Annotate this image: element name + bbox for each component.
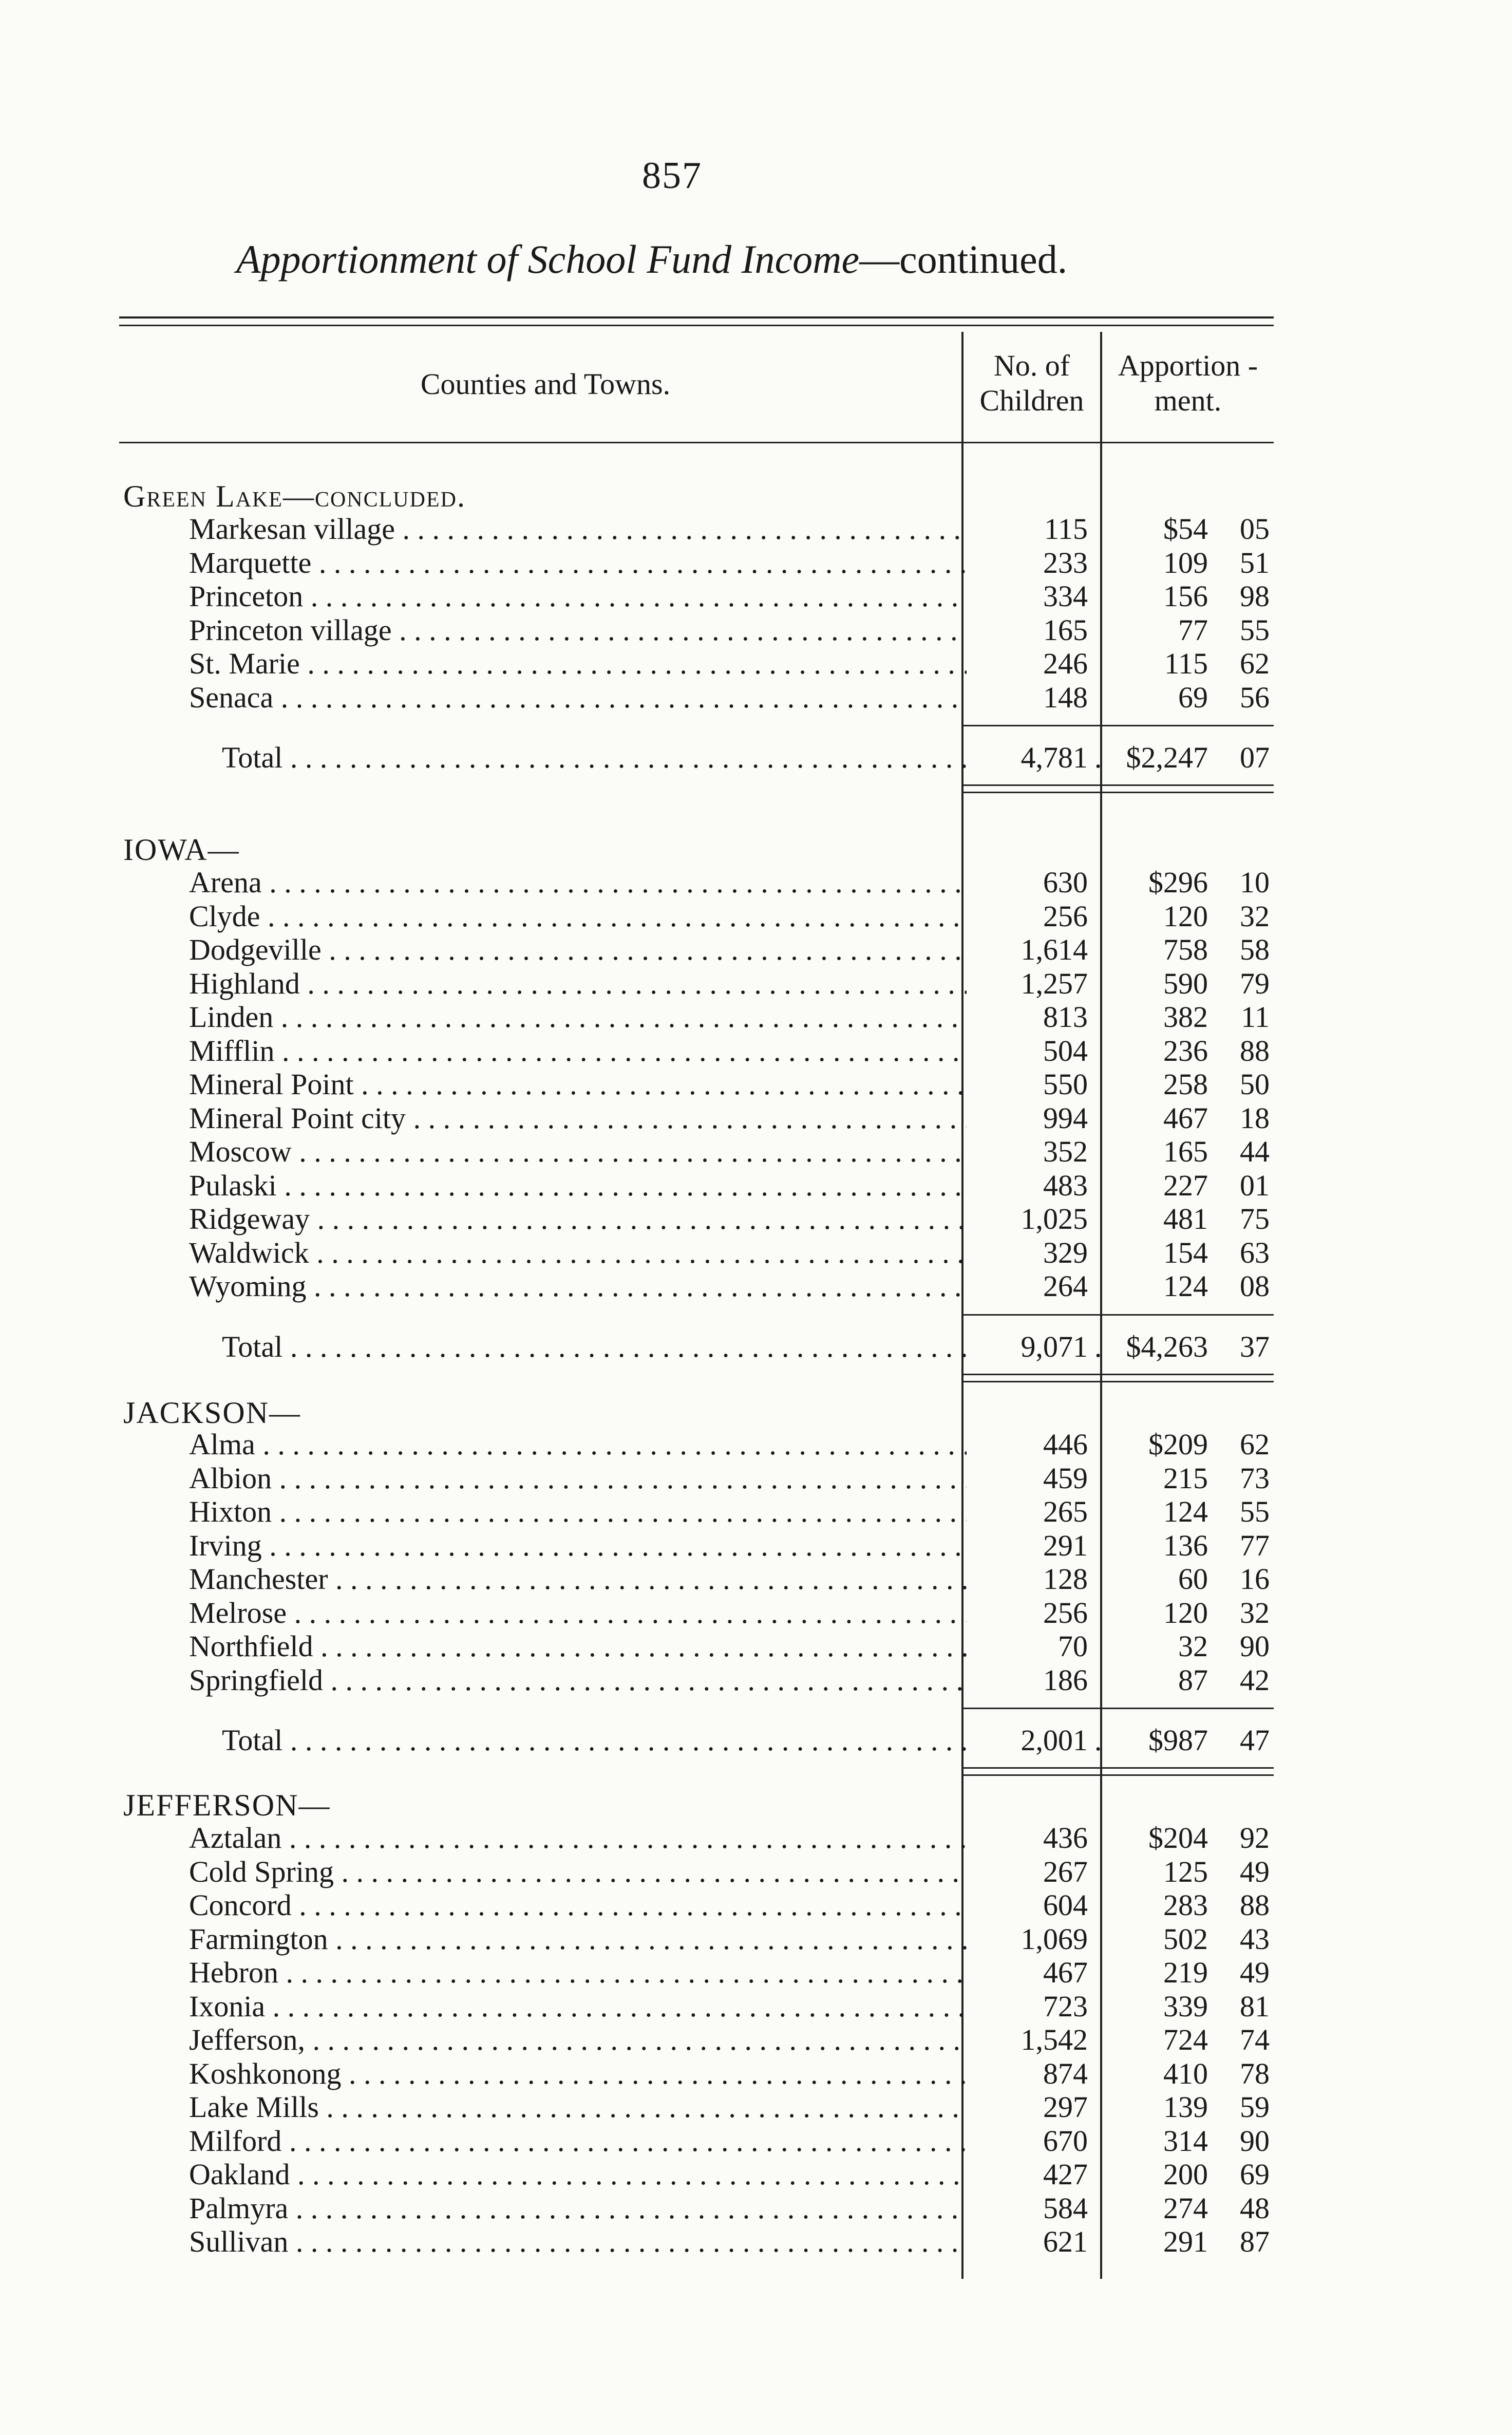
town-name: Linden . . . xyxy=(189,1000,1072,1034)
apportionment-cents: 78 xyxy=(1218,2056,1270,2091)
table-row xyxy=(119,680,1274,714)
page-number: 857 xyxy=(642,155,702,197)
children-count: 670 xyxy=(967,2124,1088,2158)
total-double-rule-top xyxy=(963,1374,1274,1375)
apportionment-dollars: 139 xyxy=(1163,2090,1208,2124)
children-count: 115 xyxy=(967,512,1088,546)
table-row xyxy=(119,865,1274,899)
town-name: Northfield . . . xyxy=(189,1629,1072,1663)
apportionment-dollars: 215 xyxy=(1163,1461,1208,1495)
children-count: 550 xyxy=(967,1067,1088,1101)
table-row xyxy=(119,2191,1274,2225)
table-row xyxy=(119,546,1274,579)
town-name: Mineral Point . . . xyxy=(189,1067,1072,1101)
town-name: Senaca . . . xyxy=(189,680,1072,715)
town-name: Wyoming . . . xyxy=(189,1269,1072,1303)
table-row xyxy=(119,1855,1274,1888)
town-name: Palmyra . . . xyxy=(189,2191,1072,2225)
town-name: Princeton village . . . xyxy=(189,613,1072,647)
total-dollars: $2,247 xyxy=(1126,741,1208,774)
children-count: 267 xyxy=(967,1855,1088,1889)
children-count: 994 xyxy=(967,1101,1088,1135)
table-row xyxy=(119,2224,1274,2258)
total-double-rule-top xyxy=(963,784,1274,786)
apportionment-dollars: $209 xyxy=(1148,1428,1208,1461)
town-name: Clyde . . . xyxy=(189,899,1072,933)
children-count: 1,069 xyxy=(967,1922,1088,1956)
table-top-rule xyxy=(119,316,1274,319)
apportionment-cents: 51 xyxy=(1218,546,1270,580)
children-count: 265 xyxy=(967,1494,1088,1529)
table-row xyxy=(119,1427,1274,1461)
children-count: 70 xyxy=(967,1629,1088,1663)
apportionment-cents: 32 xyxy=(1218,1596,1270,1630)
total-children: 4,781 xyxy=(967,740,1088,775)
apportionment-cents: 81 xyxy=(1218,1989,1270,2024)
town-name: Highland . . . xyxy=(189,966,1072,1001)
apportionment-dollars: 125 xyxy=(1163,1855,1208,1888)
total-double-rule-bottom xyxy=(963,792,1274,793)
apportionment-cents: 59 xyxy=(1218,2090,1270,2124)
apportionment-dollars: 227 xyxy=(1163,1168,1208,1202)
apportionment-dollars: 314 xyxy=(1163,2124,1208,2158)
children-count: 148 xyxy=(967,680,1088,715)
apportionment-cents: 55 xyxy=(1218,613,1270,647)
children-count: 233 xyxy=(967,546,1088,580)
apportionment-cents: 87 xyxy=(1218,2224,1270,2259)
apportionment-dollars: 124 xyxy=(1163,1269,1208,1303)
apportionment-cents: 44 xyxy=(1218,1134,1270,1169)
children-count: 334 xyxy=(967,579,1088,613)
subtotal-rule xyxy=(963,725,1274,726)
apportionment-cents: 92 xyxy=(1218,1821,1270,1855)
table-row xyxy=(119,2124,1274,2158)
children-count: 329 xyxy=(967,1235,1088,1270)
town-name: Ridgeway . . . xyxy=(189,1202,1072,1236)
total-double-rule-bottom xyxy=(963,1381,1274,1382)
apportionment-cents: 18 xyxy=(1218,1101,1270,1135)
apportionment-cents: 11 xyxy=(1218,1000,1270,1034)
apportionment-dollars: 109 xyxy=(1163,546,1208,579)
apportionment-cents: 63 xyxy=(1218,1235,1270,1270)
apportionment-cents: 90 xyxy=(1218,2124,1270,2158)
children-count: 264 xyxy=(967,1269,1088,1303)
apportionment-cents: 69 xyxy=(1218,2157,1270,2192)
apportionment-dollars: 467 xyxy=(1163,1101,1208,1135)
apportionment-dollars: $204 xyxy=(1148,1821,1208,1855)
table-row xyxy=(119,932,1274,966)
table-row xyxy=(119,1922,1274,1956)
town-name: Manchester . . . xyxy=(189,1562,1072,1596)
apportionment-dollars: 724 xyxy=(1163,2023,1208,2056)
total-row xyxy=(119,740,1274,774)
page-title-dash: — xyxy=(859,237,900,282)
total-dollars: $4,263 xyxy=(1126,1329,1208,1363)
table-top-rule-inner xyxy=(119,325,1274,326)
town-name: Moscow . . . xyxy=(189,1134,1072,1169)
apportionment-dollars: 165 xyxy=(1163,1135,1208,1168)
county-header: Green Lake—concluded. xyxy=(123,479,466,513)
table-row xyxy=(119,1168,1274,1202)
apportionment-cents: 62 xyxy=(1218,1427,1270,1462)
apportionment-dollars: 32 xyxy=(1178,1629,1208,1663)
table-row xyxy=(119,1101,1274,1135)
apportionment-dollars: $54 xyxy=(1163,512,1208,546)
children-count: 504 xyxy=(967,1034,1088,1068)
town-name: Hixton . . . xyxy=(189,1494,1072,1529)
children-count: 128 xyxy=(967,1562,1088,1596)
town-name: Mineral Point city . . . xyxy=(189,1101,1072,1135)
apportionment-dollars: 87 xyxy=(1178,1663,1208,1697)
town-name: Koshkonong . . . xyxy=(189,2056,1072,2091)
subtotal-rule xyxy=(963,1314,1274,1316)
children-count: 1,614 xyxy=(967,932,1088,967)
total-label: Total . . . xyxy=(222,740,1105,775)
apportionment-dollars: 136 xyxy=(1163,1528,1208,1562)
apportionment-cents: 73 xyxy=(1218,1461,1270,1495)
apportionment-cents: 01 xyxy=(1218,1168,1270,1203)
apportionment-dollars: $296 xyxy=(1148,866,1208,899)
apportionment-cents: 56 xyxy=(1218,680,1270,715)
column-header-children-line1: No. of xyxy=(993,349,1070,382)
apportionment-cents: 05 xyxy=(1218,512,1270,546)
apportionment-cents: 88 xyxy=(1218,1034,1270,1068)
county-header: IOWA— xyxy=(123,833,240,867)
apportionment-dollars: 60 xyxy=(1178,1562,1208,1596)
column-header-children xyxy=(963,348,1100,418)
town-name: Melrose . . . xyxy=(189,1596,1072,1630)
children-count: 246 xyxy=(967,646,1088,681)
town-name: Milford . . . xyxy=(189,2124,1072,2158)
apportionment-table xyxy=(119,316,1274,2371)
apportionment-dollars: 154 xyxy=(1163,1235,1208,1269)
children-count: 874 xyxy=(967,2056,1088,2091)
children-count: 297 xyxy=(967,2090,1088,2124)
apportionment-dollars: 382 xyxy=(1163,1000,1208,1034)
apportionment-cents: 79 xyxy=(1218,966,1270,1001)
town-name: Dodgeville . . . xyxy=(189,932,1072,967)
total-double-rule-bottom xyxy=(963,1774,1274,1776)
apportionment-dollars: 236 xyxy=(1163,1034,1208,1067)
table-row xyxy=(119,1663,1274,1697)
apportionment-cents: 74 xyxy=(1218,2022,1270,2057)
apportionment-cents: 32 xyxy=(1218,899,1270,933)
apportionment-cents: 58 xyxy=(1218,932,1270,967)
table-row xyxy=(119,2090,1274,2124)
town-name: Mifflin . . . xyxy=(189,1034,1072,1068)
apportionment-dollars: 77 xyxy=(1178,613,1208,647)
apportionment-cents: 98 xyxy=(1218,579,1270,613)
table-row xyxy=(119,1888,1274,1922)
apportionment-dollars: 291 xyxy=(1163,2225,1208,2258)
table-row xyxy=(119,1629,1274,1663)
table-row xyxy=(119,646,1274,680)
total-label: Total . . . xyxy=(222,1329,1105,1364)
column-header-name: Counties and Towns. xyxy=(420,367,671,401)
apportionment-dollars: 120 xyxy=(1163,899,1208,933)
table-row xyxy=(119,1134,1274,1168)
apportionment-cents: 62 xyxy=(1218,646,1270,681)
page-title-italic: Apportionment of School Fund Income xyxy=(236,237,860,282)
apportionment-dollars: 219 xyxy=(1163,1956,1208,1989)
town-name: Cold Spring . . . xyxy=(189,1855,1072,1889)
children-count: 1,257 xyxy=(967,966,1088,1001)
apportionment-dollars: 115 xyxy=(1164,647,1208,680)
town-name: Alma . . . xyxy=(189,1427,1072,1462)
total-children: 2,001 xyxy=(967,1723,1088,1757)
total-row xyxy=(119,1723,1274,1757)
apportionment-cents: 75 xyxy=(1218,1202,1270,1236)
town-name: Ixonia . . . xyxy=(189,1989,1072,2024)
table-row xyxy=(119,1067,1274,1101)
table-row xyxy=(119,2056,1274,2090)
apportionment-cents: 48 xyxy=(1218,2191,1270,2225)
apportionment-dollars: 339 xyxy=(1163,1989,1208,2023)
table-row xyxy=(119,966,1274,1000)
town-name: Princeton . . . xyxy=(189,579,1072,613)
apportionment-dollars: 502 xyxy=(1163,1922,1208,1956)
total-double-rule-top xyxy=(963,1767,1274,1769)
town-name: Aztalan . . . xyxy=(189,1821,1072,1855)
town-name: Springfield . . . xyxy=(189,1663,1072,1697)
total-label: Total . . . xyxy=(222,1723,1105,1757)
children-count: 630 xyxy=(967,865,1088,900)
column-header-children-line2: Children xyxy=(979,384,1084,417)
children-count: 459 xyxy=(967,1461,1088,1495)
county-header: JACKSON— xyxy=(123,1396,301,1430)
total-row xyxy=(119,1329,1274,1363)
apportionment-cents: 77 xyxy=(1218,1528,1270,1563)
table-row xyxy=(119,1000,1274,1034)
total-cents: 07 xyxy=(1218,740,1270,775)
children-count: 256 xyxy=(967,899,1088,933)
county-header: JEFFERSON— xyxy=(123,1788,331,1822)
table-row xyxy=(119,1989,1274,2023)
town-name: Sullivan . . . xyxy=(189,2224,1072,2259)
apportionment-dollars: 120 xyxy=(1163,1596,1208,1629)
town-name: Oakland . . . xyxy=(189,2157,1072,2192)
children-count: 483 xyxy=(967,1168,1088,1203)
table-row xyxy=(119,2022,1274,2056)
page-title xyxy=(236,236,1315,283)
table-row xyxy=(119,1494,1274,1528)
table-row xyxy=(119,613,1274,647)
table-row xyxy=(119,1202,1274,1235)
apportionment-dollars: 283 xyxy=(1163,1888,1208,1922)
apportionment-cents: 90 xyxy=(1218,1629,1270,1663)
apportionment-dollars: 124 xyxy=(1163,1495,1208,1528)
children-count: 427 xyxy=(967,2157,1088,2192)
total-cents: 47 xyxy=(1218,1723,1270,1757)
table-row xyxy=(119,1269,1274,1303)
town-name: Marquette . . . xyxy=(189,546,1072,580)
apportionment-cents: 55 xyxy=(1218,1494,1270,1529)
table-row xyxy=(119,899,1274,933)
apportionment-dollars: 200 xyxy=(1163,2158,1208,2191)
apportionment-cents: 49 xyxy=(1218,1955,1270,1990)
town-name: St. Marie . . . xyxy=(189,646,1072,681)
children-count: 813 xyxy=(967,1000,1088,1034)
apportionment-cents: 88 xyxy=(1218,1888,1270,1922)
children-count: 1,025 xyxy=(967,1202,1088,1236)
children-count: 446 xyxy=(967,1427,1088,1462)
town-name: Farmington . . . xyxy=(189,1922,1072,1956)
apportionment-cents: 16 xyxy=(1218,1562,1270,1596)
table-row xyxy=(119,1955,1274,1989)
children-count: 1,542 xyxy=(967,2022,1088,2057)
children-count: 352 xyxy=(967,1134,1088,1169)
column-header-apportionment-line1: Apportion - xyxy=(1118,349,1258,382)
children-count: 621 xyxy=(967,2224,1088,2259)
table-row xyxy=(119,2157,1274,2191)
town-name: Markesan village . . . xyxy=(189,512,1072,546)
page-title-suffix: continued. xyxy=(899,237,1068,282)
children-count: 436 xyxy=(967,1821,1088,1855)
town-name: Hebron . . . xyxy=(189,1955,1072,1990)
apportionment-dollars: 481 xyxy=(1163,1202,1208,1235)
town-name: Waldwick . . . xyxy=(189,1235,1072,1270)
apportionment-dollars: 274 xyxy=(1163,2191,1208,2225)
town-name: Jefferson, . . . xyxy=(189,2022,1072,2057)
children-count: 467 xyxy=(967,1955,1088,1990)
table-row xyxy=(119,1528,1274,1562)
children-count: 165 xyxy=(967,613,1088,647)
total-cents: 37 xyxy=(1218,1329,1270,1364)
table-row xyxy=(119,1562,1274,1596)
subtotal-rule xyxy=(963,1708,1274,1709)
apportionment-dollars: 410 xyxy=(1163,2056,1208,2090)
apportionment-cents: 10 xyxy=(1218,865,1270,900)
table-row xyxy=(119,579,1274,613)
apportionment-dollars: 258 xyxy=(1163,1067,1208,1101)
town-name: Pulaski . . . xyxy=(189,1168,1072,1203)
table-row xyxy=(119,1235,1274,1269)
table-row xyxy=(119,512,1274,546)
children-count: 604 xyxy=(967,1888,1088,1922)
table-row xyxy=(119,1461,1274,1495)
apportionment-cents: 49 xyxy=(1218,1855,1270,1889)
town-name: Lake Mills . . . xyxy=(189,2090,1072,2124)
total-dollars: $987 xyxy=(1148,1724,1208,1757)
town-name: Albion . . . xyxy=(189,1461,1072,1495)
apportionment-dollars: 69 xyxy=(1178,680,1208,714)
apportionment-cents: 42 xyxy=(1218,1663,1270,1697)
town-name: Irving . . . xyxy=(189,1528,1072,1563)
children-count: 256 xyxy=(967,1596,1088,1630)
town-name: Concord . . . xyxy=(189,1888,1072,1922)
apportionment-cents: 08 xyxy=(1218,1269,1270,1303)
children-count: 584 xyxy=(967,2191,1088,2225)
column-header-apportionment xyxy=(1102,348,1274,418)
table-row xyxy=(119,1821,1274,1855)
apportionment-cents: 50 xyxy=(1218,1067,1270,1101)
apportionment-cents: 43 xyxy=(1218,1922,1270,1956)
apportionment-dollars: 758 xyxy=(1163,933,1208,966)
apportionment-dollars: 590 xyxy=(1163,966,1208,1000)
apportionment-dollars: 156 xyxy=(1163,579,1208,613)
children-count: 291 xyxy=(967,1528,1088,1563)
total-children: 9,071 xyxy=(967,1329,1088,1364)
table-row xyxy=(119,1596,1274,1629)
town-name: Arena . . . xyxy=(189,865,1072,900)
header-rule xyxy=(119,442,1274,443)
children-count: 723 xyxy=(967,1989,1088,2024)
column-header-apportionment-line2: ment. xyxy=(1154,384,1222,417)
children-count: 186 xyxy=(967,1663,1088,1697)
table-row xyxy=(119,1034,1274,1067)
